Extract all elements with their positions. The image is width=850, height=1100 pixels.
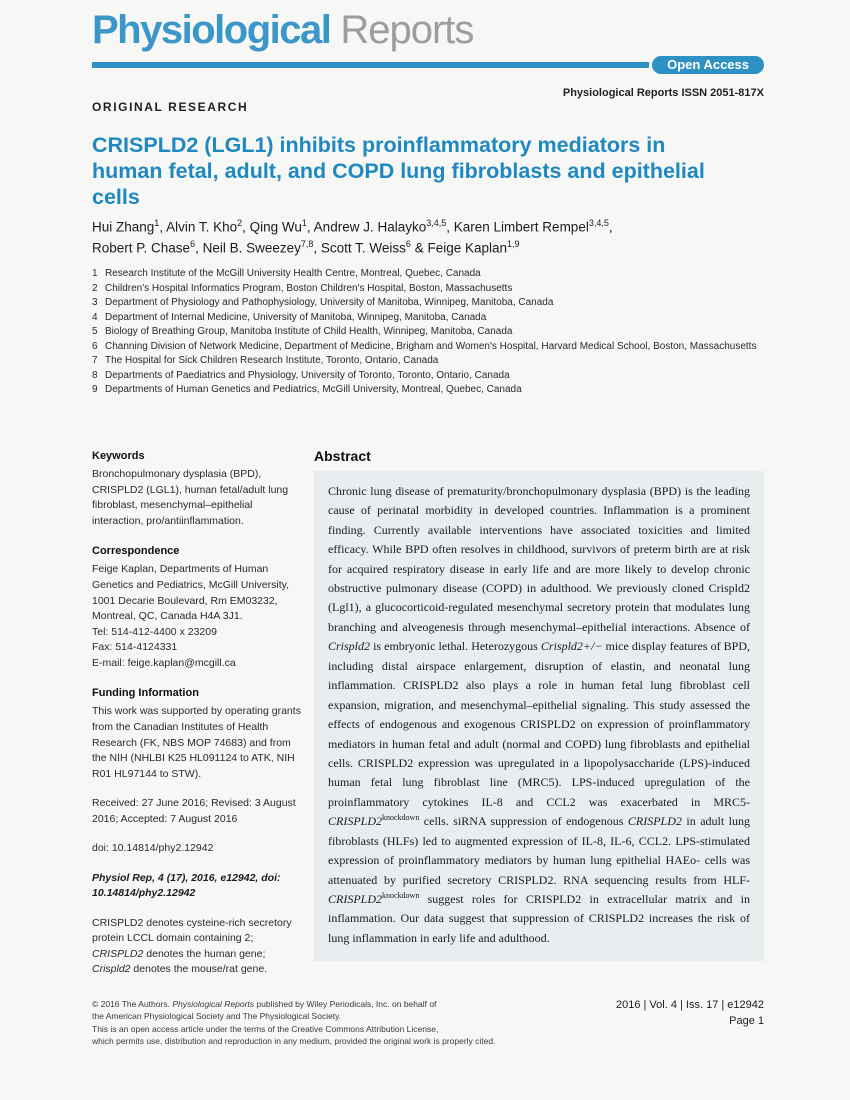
affiliation-row bbox=[92, 340, 764, 355]
copyright-license-text: © 2016 The Authors. Physiological Reports published by Wiley Periodicals, Inc. on behalf of the American Physiological Society and The Physiological Society. This is an open access article under the terms of the Creative Commons Attribution License, which permits use, distribution and reproduction in any medium, provided the original work is properly cited. bbox=[92, 999, 496, 1046]
affiliation-number: 6 bbox=[92, 340, 98, 352]
affiliation-number: 8 bbox=[92, 369, 98, 381]
journal-logo bbox=[92, 0, 764, 53]
header-rule-row bbox=[92, 56, 764, 74]
funding-text: This work was supported by operating grants from the Canadian Institutes of Health Research (FK, NBS MOP 74683) and from the NIH (NHLBI K25 HL091124 to ATK, NIH R01 HL97144 to STW). bbox=[92, 705, 301, 780]
correspondence-lines bbox=[92, 562, 305, 671]
affiliation-text: Children's Hospital Informatics Program, Boston Children's Hospital, Boston, Massachusetts bbox=[105, 282, 513, 294]
affiliation-text: Channing Division of Network Medicine, Department of Medicine, Brigham and Women's Hospital, Harvard Medical School, Boston, Massachusetts bbox=[105, 340, 757, 352]
affiliation-text: Department of Internal Medicine, University of Manitoba, Winnipeg, Manitoba, Canada bbox=[105, 311, 487, 323]
affiliation-number: 2 bbox=[92, 282, 98, 294]
affiliation-row bbox=[92, 383, 764, 398]
correspondence-line: E-mail: feige.kaplan@mcgill.ca bbox=[92, 656, 236, 669]
affiliation-text: Research Institute of the McGill University Health Centre, Montreal, Quebec, Canada bbox=[105, 268, 481, 280]
abstract-body: Chronic lung disease of prematurity/bronchopulmonary dysplasia (BPD) is the leading cause of perinatal morbidity in developed countries. Inflammation is a prominent finding. Currently available interventions have associated toxicities and limited efficacy. While BPD often resolves in childhood, survivors of preterm birth are at risk for acquired respiratory disease in early life and are more likely to develop chronic obstructive pulmonary disease (COPD) in adulthood. We previously cloned Crispld2 (Lgl1), a glucocorticoid-regulated mesenchymal secretory protein that modulates lung branching and alveogenesis through mesenchymal–epithelial interactions. Absence of Crispld2 is embryonic lethal. Heterozygous Crispld2+/− mice display features of BPD, including distal airspace enlargement, disruption of elastin, and neonatal lung inflammation. CRISPLD2 also plays a role in human fetal lung fibroblast cell expansion, migration, and mesenchymal–epithelial signaling. This study assessed the effects of endogenous and exogenous CRISPLD2 on expression of proinflammatory mediators in human fetal and adult (normal and COPD) lung fibroblasts and epithelial cells. CRISPLD2 expression was upregulated in a lipopolysaccharide (LPS)-induced human fetal lung fibroblast line (MRC5). LPS-induced upregulation of the proinflammatory cytokines IL-8 and CCL2 was exacerbated in $MRC5-CRISPLD2^{knockdown}$ cells. siRNA suppression of endogenous CRISPLD2 in adult lung fibroblasts (HLFs) led to augmented expression of IL-8, IL-6, CCL2. LPS-stimulated expression of proinflammatory mediators by human lung epithelial HAEo- cells was attenuated by purified secretory CRISPLD2. RNA sequencing results from HLF-$CRISPLD2^{knockdown}$ suggest roles for CRISPLD2 in extracellular matrix and in inflammation. Our data suggest that suppression of CRISPLD2 increases the risk of lung inflammation in early life and adulthood. bbox=[314, 471, 764, 962]
citation-line: Physiol Rep, 4 (17), 2016, e12942, doi: 10.14814/phy2.12942 bbox=[92, 871, 281, 900]
metadata-sidebar bbox=[92, 448, 305, 992]
abstract-column bbox=[314, 448, 764, 992]
keywords-section bbox=[92, 448, 305, 529]
affiliation-row bbox=[92, 267, 764, 282]
journal-logo-secondary: Reports bbox=[340, 8, 474, 52]
article-type-kicker: ORIGINAL RESEARCH bbox=[92, 100, 249, 114]
affiliation-row bbox=[92, 369, 764, 384]
funding-heading: Funding Information bbox=[92, 687, 199, 700]
received-dates: Received: 27 June 2016; Revised: 3 August 2016; Accepted: 7 August 2016 bbox=[92, 797, 296, 825]
affiliation-text: Departments of Human Genetics and Pediatrics, McGill University, Montreal, Quebec, Canada bbox=[105, 384, 522, 396]
author-list: Hui Zhang$^1$, Alvin T. Kho$^2$, Qing Wu$^1$, Andrew J. Halayko$^{3,4,5}$, Karen Limbert Rempel$^{3,4,5}$, Robert P. Chase$^6$, Neil B. Sweezey$^{7,8}$, Scott T. Weiss$^6$ & Feige Kaplan$^{1,9}$ bbox=[92, 218, 613, 256]
affiliation-list bbox=[92, 267, 764, 398]
affiliation-row bbox=[92, 282, 764, 297]
keywords-heading: Keywords bbox=[92, 449, 145, 462]
affiliation-number: 7 bbox=[92, 355, 98, 367]
abstract-heading: Abstract bbox=[314, 447, 371, 464]
affiliation-number: 9 bbox=[92, 384, 98, 396]
journal-logo-primary: Physiological bbox=[92, 8, 331, 52]
open-access-badge: Open Access bbox=[652, 56, 764, 74]
affiliation-text: Biology of Breathing Group, Manitoba Institute of Child Health, Winnipeg, Manitoba, Canada bbox=[105, 326, 513, 338]
correspondence-line: Tel: 514-412-4400 x 23209 bbox=[92, 625, 217, 638]
affiliation-row bbox=[92, 325, 764, 340]
affiliation-number: 1 bbox=[92, 268, 98, 280]
header-rule bbox=[92, 62, 649, 68]
affiliation-number: 5 bbox=[92, 326, 98, 338]
affiliation-text: Departments of Paediatrics and Physiology, University of Toronto, Toronto, Ontario, Canada bbox=[105, 369, 510, 381]
issn-line: Physiological Reports ISSN 2051-817X bbox=[562, 87, 764, 99]
issue-line: 2016 | Vol. 4 | Iss. 17 | e12942 bbox=[615, 999, 764, 1011]
affiliation-number: 3 bbox=[92, 297, 98, 309]
page-footer bbox=[92, 998, 764, 1047]
correspondence-line: Feige Kaplan, Departments of Human Genetics and Pediatrics, McGill University, 1001 Decarie Boulevard, Rm EM03232, Montreal, QC, Canada H4A 3J1. bbox=[92, 563, 290, 623]
correspondence-section bbox=[92, 543, 305, 671]
page-number: Page 1 bbox=[729, 1014, 764, 1027]
article-title: CRISPLD2 (LGL1) inhibits proinflammatory mediators in human fetal, adult, and COPD lung fibroblasts and epithelial cells bbox=[92, 133, 705, 209]
affiliation-row bbox=[92, 354, 764, 369]
affiliation-row bbox=[92, 296, 764, 311]
correspondence-heading: Correspondence bbox=[92, 545, 180, 558]
gene-nomenclature-note: CRISPLD2 denotes cysteine-rich secretory protein LCCL domain containing 2; CRISPLD2 denotes the human gene; Crispld2 denotes the mouse/rat gene. bbox=[92, 916, 292, 976]
doi-line: doi: 10.14814/phy2.12942 bbox=[92, 842, 214, 855]
affiliation-text: The Hospital for Sick Children Research Institute, Toronto, Ontario, Canada bbox=[105, 355, 439, 367]
two-column-section bbox=[92, 448, 764, 992]
affiliation-text: Department of Physiology and Pathophysiology, University of Manitoba, Winnipeg, Manitoba, Canada bbox=[105, 297, 554, 309]
keywords-text: Bronchopulmonary dysplasia (BPD), CRISPLD2 (LGL1), human fetal/adult lung fibroblast, mesenchymal–epithelial interaction, pro/antiinflammation. bbox=[92, 468, 289, 527]
issue-info bbox=[616, 998, 764, 1030]
affiliation-row bbox=[92, 311, 764, 326]
affiliation-number: 4 bbox=[92, 311, 98, 323]
correspondence-line: Fax: 514-4124331 bbox=[92, 641, 178, 654]
funding-section bbox=[92, 685, 305, 782]
